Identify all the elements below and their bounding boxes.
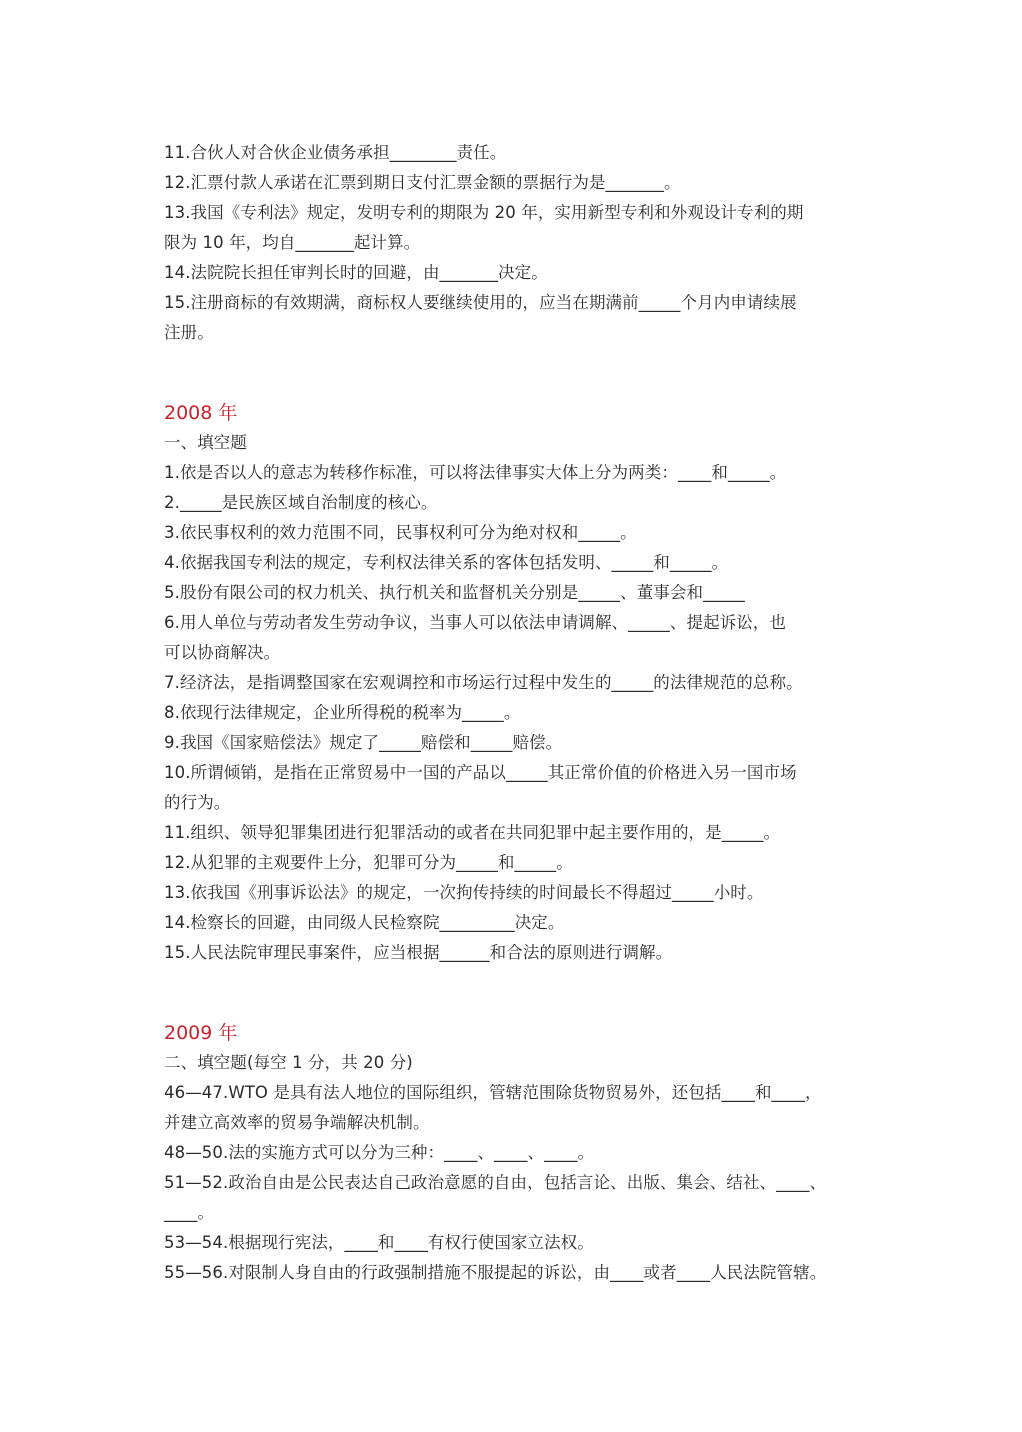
text-line: 13.依我国《刑事诉讼法》的规定，一次拘传持续的时间最长不得超过_____小时。 [164,883,764,902]
text-line: 15.人民法院审理民事案件，应当根据______和合法的原则进行调解。 [164,943,673,962]
document-body [164,138,884,1288]
section-heading: 一、填空题 [164,433,247,452]
text-line: 6.用人单位与劳动者发生劳动争议，当事人可以依法申请调解、_____、提起诉讼，也 [164,613,787,632]
text-line: 15.注册商标的有效期满，商标权人要继续使用的，应当在期满前_____个月内申请续展 [164,293,797,312]
section-2008 [164,398,884,968]
text-line: 3.依民事权利的效力范围不同，民事权利可分为绝对权和_____。 [164,523,637,542]
section-heading: 二、填空题(每空 1 分，共 20 分) [164,1053,413,1072]
text-line: 8.依现行法律规定，企业所得税的税率为_____。 [164,703,521,722]
text-line: 可以协商解决。 [164,643,281,662]
text-line: 11.组织、领导犯罪集团进行犯罪活动的或者在共同犯罪中起主要作用的，是_____。 [164,823,781,842]
text-line: 9.我国《国家赔偿法》规定了_____赔偿和_____赔偿。 [164,733,563,752]
text-line: 10.所谓倾销，是指在正常贸易中一国的产品以_____其正常价值的价格进入另一国市场 [164,763,797,782]
section-spacer [164,348,884,398]
text-line: 2._____是民族区域自治制度的核心。 [164,493,438,512]
text-line: 注册。 [164,323,214,342]
year-heading: 2009 年 [164,1022,238,1044]
year-heading: 2008 年 [164,402,238,424]
text-line: 48—50.法的实施方式可以分为三种：____、____、____。 [164,1143,595,1162]
text-line: 4.依据我国专利法的规定，专利权法律关系的客体包括发明、_____和_____。 [164,553,729,572]
text-line: 11.合伙人对合伙企业债务承担________责任。 [164,143,507,162]
text-line: 限为 10 年，均自_______起计算。 [164,233,421,252]
text-line: 1.依是否以人的意志为转移作标准，可以将法律事实大体上分为两类：____和_____。 [164,463,787,482]
text-line: 12.汇票付款人承诺在汇票到期日支付汇票金额的票据行为是_______。 [164,173,681,192]
text-line: 13.我国《专利法》规定，发明专利的期限为 20 年，实用新型专利和外观设计专利的期 [164,203,804,222]
text-line: 的行为。 [164,793,231,812]
section-spacer [164,968,884,1018]
text-line: ____。 [164,1203,214,1222]
text-line: 12.从犯罪的主观要件上分，犯罪可分为_____和_____。 [164,853,573,872]
text-line: 7.经济法，是指调整国家在宏观调控和市场运行过程中发生的_____的法律规范的总称。 [164,673,803,692]
section-2009 [164,1018,884,1288]
text-line: 51—52.政治自由是公民表达自己政治意愿的自由，包括言论、出版、集会、结社、____、 [164,1173,827,1192]
text-line: 55—56.对限制人身自由的行政强制措施不服提起的诉讼，由____或者____人民法院管辖。 [164,1263,827,1282]
text-line: 5.股份有限公司的权力机关、执行机关和监督机关分别是_____、董事会和_____ [164,583,745,602]
text-line: 53—54.根据现行宪法，____和____有权行使国家立法权。 [164,1233,594,1252]
text-line: 46—47.WTO 是具有法人地位的国际组织，管辖范围除货物贸易外，还包括____和____， [164,1083,822,1102]
section-2007-tail [164,138,884,348]
text-line: 14.检察长的回避，由同级人民检察院_________决定。 [164,913,565,932]
text-line: 14.法院院长担任审判长时的回避，由_______决定。 [164,263,548,282]
text-line: 并建立高效率的贸易争端解决机制。 [164,1113,430,1132]
